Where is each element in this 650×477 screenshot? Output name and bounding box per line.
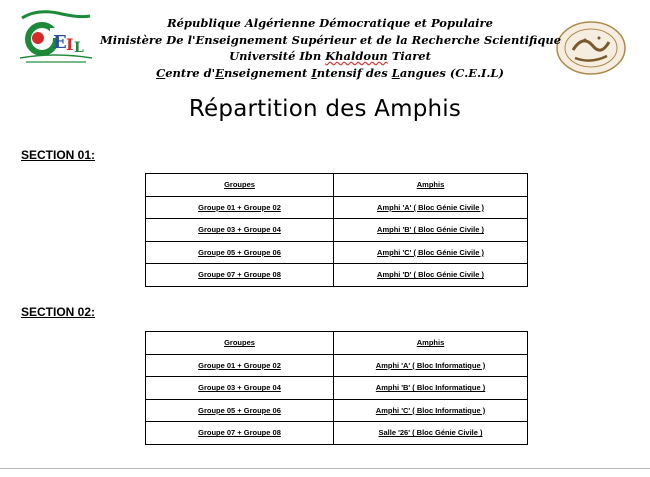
university-prefix: Université Ibn [229, 49, 326, 63]
table-header-row [146, 332, 528, 355]
university-suffix: Tiaret [387, 49, 431, 63]
svg-text:I: I [66, 35, 74, 54]
header-amphis: Amphis [334, 174, 528, 197]
cell-amphi: Amphi 'B' ( Bloc Génie Civile ) [334, 219, 528, 242]
table-row [146, 422, 528, 445]
cell-amphi: Amphi 'A' ( Bloc Informatique ) [334, 354, 528, 377]
section-01-label: SECTION 01: [21, 148, 96, 162]
center-initial-e: E [215, 65, 224, 80]
section-02-label: SECTION 02: [21, 305, 96, 319]
table-row [146, 377, 528, 400]
table-row [146, 399, 528, 422]
cell-groupes: Groupe 05 + Groupe 06 [146, 241, 334, 264]
center-initial-i: I [311, 65, 317, 80]
svg-text:L: L [74, 40, 84, 56]
header-line-ministry: Ministère De l'Enseignement Supérieur et de la Recherche Scientifique [100, 32, 562, 47]
center-text-4: angues (C.E.I.L) [399, 65, 504, 80]
cell-amphi: Amphi 'B' ( Bloc Informatique ) [334, 377, 528, 400]
cell-amphi: Amphi 'D' ( Bloc Génie Civile ) [334, 264, 528, 287]
cell-amphi: Salle '26' ( Bloc Génie Civile ) [334, 422, 528, 445]
center-initial-l: L [391, 65, 400, 80]
university-name: Khaldoun [325, 49, 388, 63]
page-bottom-divider [0, 468, 650, 469]
university-seal-graphic [555, 20, 627, 76]
header-amphis: Amphis [334, 332, 528, 355]
ceil-logo-graphic [14, 8, 96, 68]
center-initial-c: C [156, 65, 166, 80]
cell-groupes: Groupe 05 + Groupe 06 [146, 399, 334, 422]
cell-groupes: Groupe 03 + Groupe 04 [146, 377, 334, 400]
table-row [146, 241, 528, 264]
university-seal-logo [555, 20, 627, 76]
section-02-table [145, 331, 528, 445]
table-row [146, 354, 528, 377]
institution-header [100, 15, 560, 81]
center-text-2: nseignement [223, 65, 312, 80]
cell-groupes: Groupe 01 + Groupe 02 [146, 354, 334, 377]
cell-groupes: Groupe 01 + Groupe 02 [146, 196, 334, 219]
ceil-logo [14, 8, 96, 68]
cell-amphi: Amphi 'A' ( Bloc Génie Civile ) [334, 196, 528, 219]
cell-groupes: Groupe 03 + Groupe 04 [146, 219, 334, 242]
header-line-center [100, 65, 560, 82]
table-row [146, 264, 528, 287]
header-groupes: Groupes [146, 174, 334, 197]
table-header-row [146, 174, 528, 197]
header-line-republic: République Algérienne Démocratique et Populaire [167, 16, 493, 30]
cell-amphi: Amphi 'C' ( Bloc Informatique ) [334, 399, 528, 422]
cell-groupes: Groupe 07 + Groupe 08 [146, 422, 334, 445]
page-title: Répartition des Amphis [188, 96, 462, 122]
cell-amphi: Amphi 'C' ( Bloc Génie Civile ) [334, 241, 528, 264]
table-row [146, 219, 528, 242]
cell-groupes: Groupe 07 + Groupe 08 [146, 264, 334, 287]
center-text-1: entre d' [165, 65, 216, 80]
svg-text:E: E [53, 32, 67, 53]
header-groupes: Groupes [146, 332, 334, 355]
table-row [146, 196, 528, 219]
section-01-table [145, 173, 528, 287]
center-text-3: ntensif des [316, 65, 392, 80]
header-line-university [100, 48, 560, 65]
